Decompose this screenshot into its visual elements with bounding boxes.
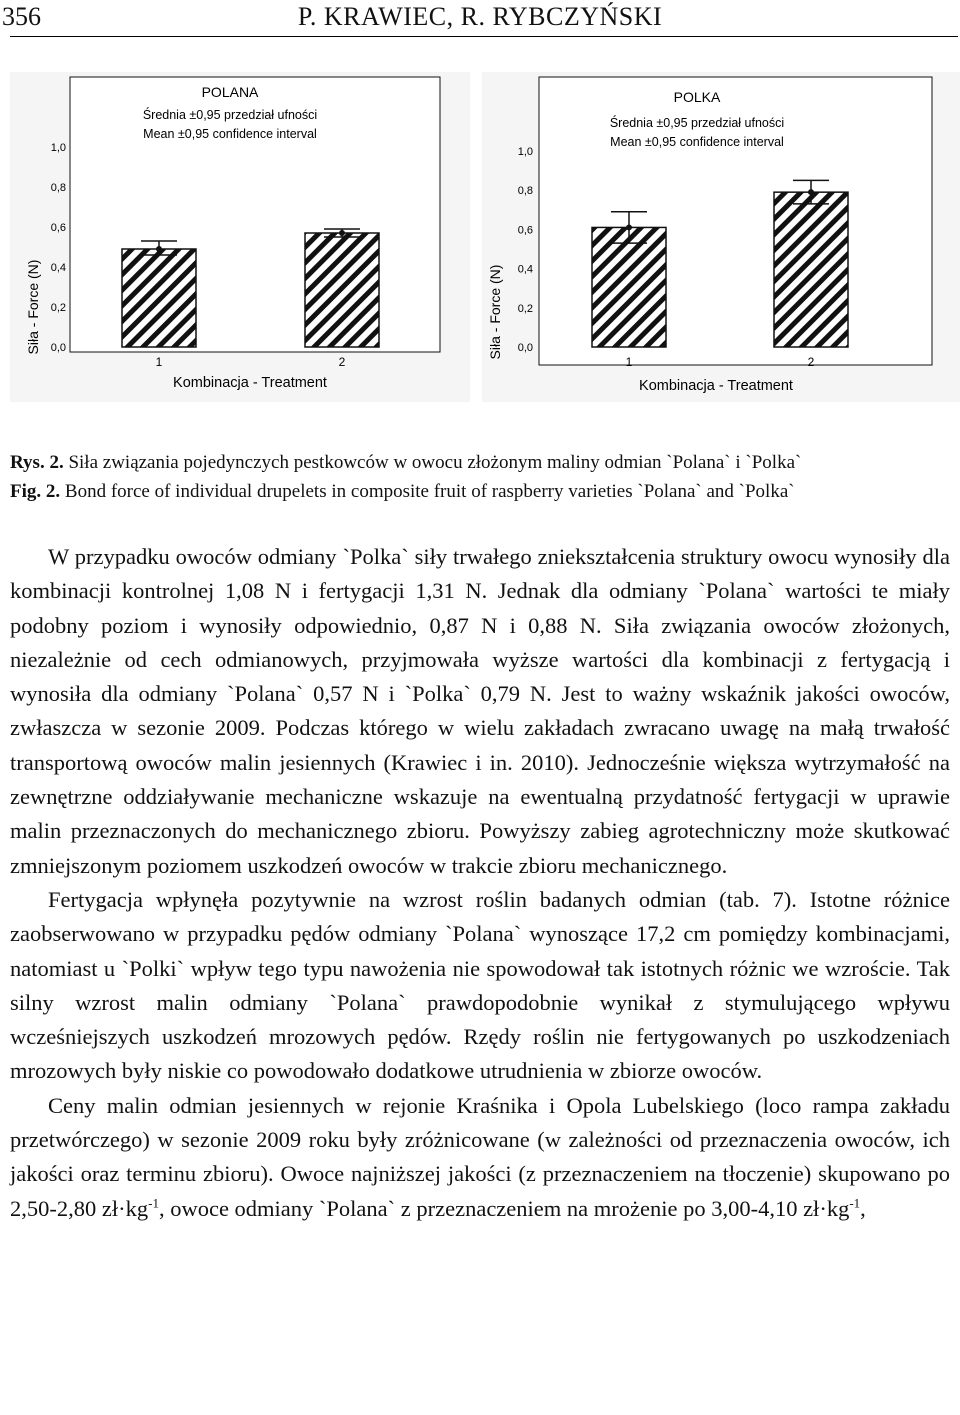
caption-label-pl: Rys. 2. [10, 452, 64, 473]
paragraph-3: Ceny malin odmian jesiennych w rejonie Kraśnika i Opola Lubelskiego (loco rampa zakładu przetwórczego) w sezonie 2009 roku były zróżnicowane (w zależności od przeznaczenia owoców, ich jakości oraz terminu zbioru). Owoce najniższej jakości (z przeznaczeniem na tłoczenie) skupowano po 2,50-2,80 $zł\cdot kg^{-1}$, owoce odmiany `Polana` z przeznaczeniem na mrożenie po 3,00-4,10 $zł\cdot kg^{-1}$, [10, 1092, 950, 1221]
y-tick-label: 1,0 [517, 146, 533, 158]
y-tick-label: 1,0 [50, 142, 66, 154]
y-axis-label: Siła - Force (N) [25, 259, 41, 355]
chart-title: POLANA [201, 84, 259, 100]
caption-label-en: Fig. 2. [10, 481, 61, 502]
bar [305, 233, 379, 347]
y-tick-label: 0,6 [517, 224, 533, 237]
running-head-authors: P. KRAWIEC, R. RYBCZYŃSKI [297, 2, 663, 31]
y-tick-label: 0,2 [517, 302, 533, 315]
x-tick-label: 2 [338, 355, 346, 369]
chart-subtitle-en: Mean ±0,95 confidence interval [610, 135, 784, 149]
chart-subtitle-pl: Średnia ±0,95 przedział ufności [609, 116, 785, 130]
chart-subtitle-pl: Średnia ±0,95 przedział ufności [142, 108, 318, 122]
bar [592, 227, 666, 347]
chart-title: POLKA [673, 89, 721, 105]
bar [122, 249, 196, 347]
y-tick-label: 0,6 [50, 222, 66, 234]
chart-polana [10, 72, 470, 402]
y-axis-label: Siła - Force (N) [487, 264, 503, 360]
x-tick-label: 1 [155, 355, 163, 369]
y-tick-label: 0,0 [517, 342, 533, 354]
y-tick-label: 0,0 [50, 342, 66, 354]
mean-marker [339, 230, 345, 236]
x-tick-label: 1 [625, 355, 633, 369]
y-tick-label: 0,4 [50, 262, 66, 274]
x-axis-label: Kombinacja - Treatment [173, 375, 327, 391]
chart-polka [482, 72, 960, 402]
y-tick-label: 0,8 [50, 182, 66, 194]
paragraph-1: W przypadku owoców odmiany `Polka` siły trwałego zniekształcenia struktury owocu wynosiły dla kombinacji kontrolnej 1,08 N i fertygacji 1,31 N. Jednak dla odmiany `Polana` wartości te miały podobny poziom i wynosiły odpowiednio, 0,87 N i 0,88 N. Siła związania owoców złożonych, niezależnie od cech odmianowych, przyjmowała wyższe wartości dla kombinacji z fertygacją i wynosiła dla odmiany `Polana` 0,57 N i `Polka` 0,79 N. Jest to ważny wskaźnik jakości owoców, zwłaszcza w sezonie 2009. Podczas którego w wielu zakładach zwracano uwagę na małą trwałość transportową owoców malin jesiennych (Krawiec i in. 2010). Jednocześnie większa wytrzymałość na zewnętrzne oddziaływanie mechaniczne wskazuje na ewentualną przydatność fertygacji w uprawie malin przeznaczonych do mechanicznego zbioru. Powyższy zabieg agrotechniczny może skutkować zmniejszonym poziomem uszkodzeń owoców w trakcie zbioru mechanicznego. [10, 544, 950, 878]
body-text [10, 540, 950, 1226]
figure-caption-pl [10, 452, 950, 474]
mean-marker [808, 189, 814, 195]
caption-text-en: Bond force of individual drupelets in composite fruit of raspberry varieties `Polana` and `Polka` [60, 481, 795, 502]
bar [774, 192, 848, 347]
mean-marker [626, 224, 632, 230]
caption-text-pl: Siła związania pojedynczych pestkowców w owocu złożonym maliny odmian `Polana` i `Polka` [63, 452, 802, 473]
chart-subtitle-en: Mean ±0,95 confidence interval [143, 127, 317, 141]
y-tick-label: 0,8 [517, 185, 533, 198]
y-tick-label: 0,4 [517, 263, 533, 276]
page-number: 356 [2, 2, 41, 31]
x-axis-label: Kombinacja - Treatment [639, 378, 793, 394]
x-tick-label: 2 [807, 355, 815, 369]
paragraph-2: Fertygacja wpłynęła pozytywnie na wzrost roślin badanych odmian (tab. 7). Istotne różnice zaobserwowano w przypadku pędów odmiany `Polana` wynoszące 17,2 cm pomiędzy kombinacjami, natomiast u `Polki` wpływ tego typu nawożenia nie spowodował tak istotnych różnic we wzroście. Tak silny wzrost malin odmiany `Polana` prawdopodobnie wynikał z stymulującego wpływu wcześniejszych uszkodzeń mrozowych pędów. Rzędy roślin nie fertygowanych po uszkodzeniach mrozowych były niskie co powodowało dodatkowe utrudnienia w zbiorze owoców. [10, 886, 950, 1084]
y-tick-label: 0,2 [50, 302, 66, 314]
figure-caption-en [10, 481, 950, 503]
mean-marker [156, 246, 162, 252]
